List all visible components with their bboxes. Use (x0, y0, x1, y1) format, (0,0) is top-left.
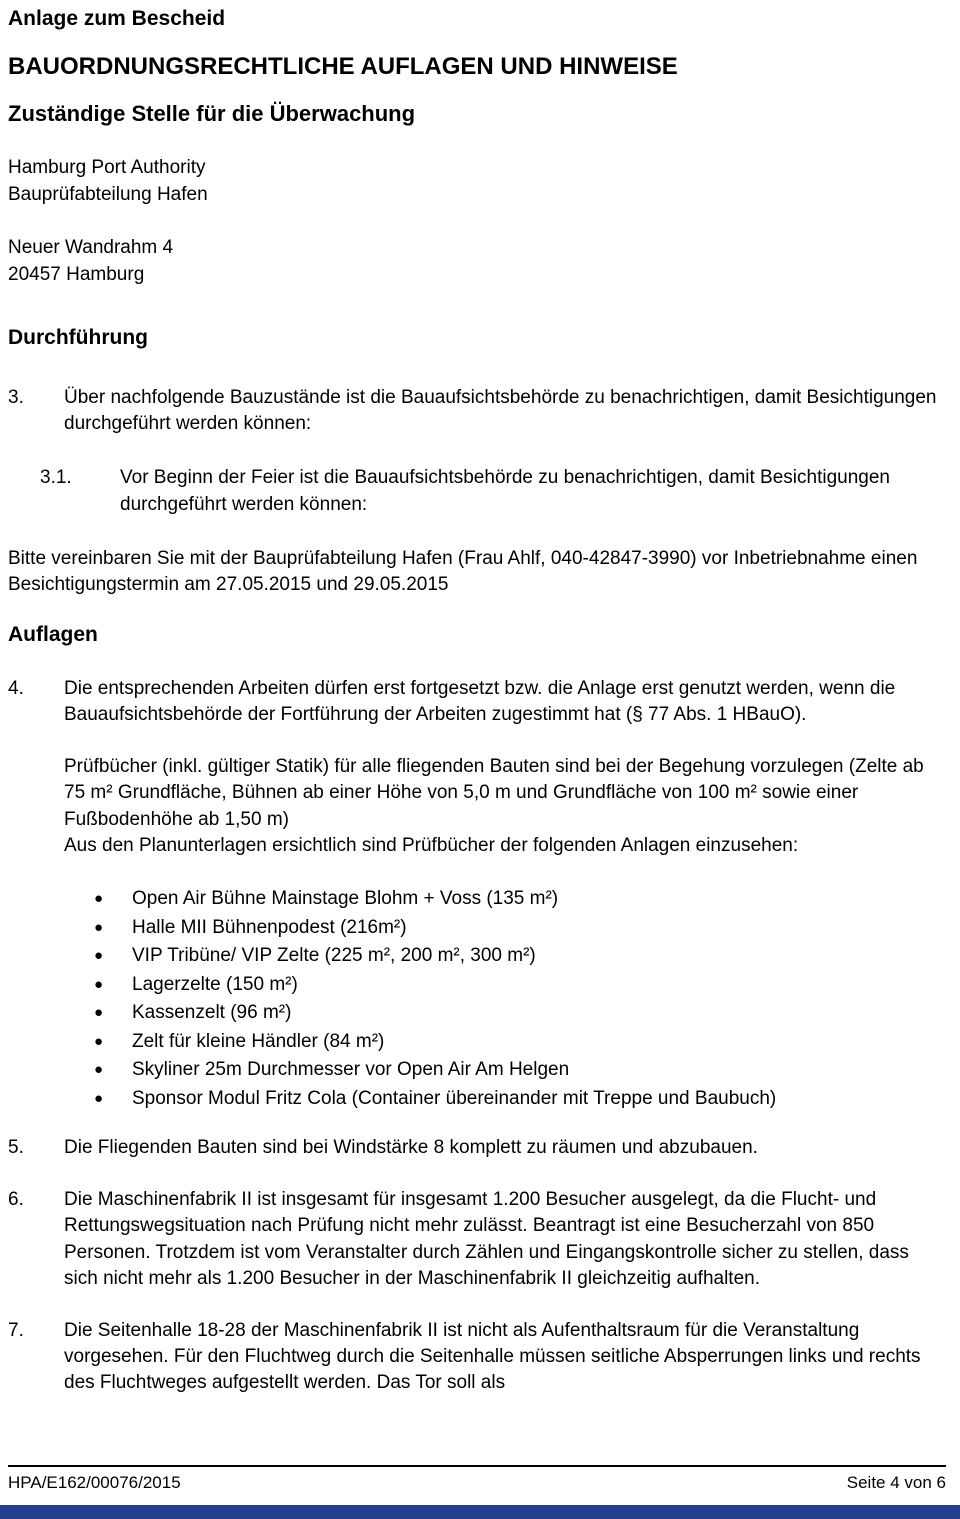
pruefbuecher-paragraph (64, 754, 940, 859)
list-item (64, 885, 940, 914)
item-number: 3. (8, 387, 24, 408)
pruefbuecher-text-2: Aus den Planunterlagen ersichtlich sind Prüfbücher der folgenden Anlagen einzusehen: (64, 834, 799, 856)
auflagen-heading: Auflagen (8, 622, 98, 646)
item-number: 5. (8, 1137, 24, 1159)
footer-row (0, 1467, 960, 1494)
item-number: 4. (8, 677, 24, 699)
bullet-icon: ● (94, 1061, 104, 1079)
bullet-icon: ● (94, 975, 104, 993)
bullet-icon: ● (94, 947, 104, 965)
list-item (64, 999, 940, 1028)
list-item-text: Kassenzelt (96 m²) (132, 1002, 292, 1024)
item-text: Die Seitenhalle 18-28 der Maschinenfabrik II ist nicht als Aufenthaltsraum für die Veranstaltung vorgesehen. Für den Fluchtweg durch die Seitenhalle müssen seitliche Absperrungen links und rechts des Fluchtweges aufgestellt werden. Das Tor soll als (64, 1320, 921, 1394)
page-footer (0, 1465, 960, 1519)
item-text: Die entsprechenden Arbeiten dürfen erst fortgesetzt bzw. die Anlage erst genutzt werden, wenn die Bauaufsichtsbehörde der Fortführung der Arbeiten zugestimmt hat (§ 77 Abs. 1 HBauO). (64, 677, 896, 726)
authority-name: Hamburg Port Authority (8, 157, 206, 178)
address-city: 20457 Hamburg (8, 264, 145, 285)
document-reference: HPA/E162/00076/2015 (8, 1473, 181, 1492)
item-number: 7. (8, 1320, 24, 1342)
item-text: Vor Beginn der Feier ist die Bauaufsichtsbehörde zu benachrichtigen, damit Besichtigungen durchgeführt werden können: (120, 467, 890, 515)
bullet-icon: ● (94, 918, 104, 936)
list-item-text: Lagerzelte (150 m²) (132, 973, 298, 995)
item-number: 3.1. (40, 467, 72, 489)
bullet-icon: ● (94, 890, 104, 908)
numbered-item-6 (8, 1187, 940, 1292)
list-item-text: Zelt für kleine Händler (84 m²) (132, 1030, 385, 1052)
numbered-item-4 (8, 676, 940, 728)
page-number: Seite 4 von 6 (846, 1473, 946, 1492)
bullet-icon: ● (94, 1032, 104, 1050)
list-item (64, 971, 940, 1000)
list-item (64, 1085, 940, 1114)
list-item (64, 1056, 940, 1085)
authority-block (8, 154, 940, 208)
numbered-item-5 (8, 1135, 940, 1161)
list-item-text: Skyliner 25m Durchmesser vor Open Air Am Helgen (132, 1059, 570, 1081)
item-text: Über nachfolgende Bauzustände ist die Bauaufsichtsbehörde zu benachrichtigen, damit Besichtigungen durchgeführt werden können: (64, 387, 937, 435)
authority-department: Bauprüfabteilung Hafen (8, 184, 208, 205)
bullet-icon: ● (94, 1004, 104, 1022)
numbered-item-3 (8, 385, 940, 437)
item-text: Die Fliegenden Bauten sind bei Windstärke 8 komplett zu räumen und abzubauen. (64, 1137, 758, 1159)
main-heading: BAUORDNUNGSRECHTLICHE AUFLAGEN UND HINWEISE (8, 53, 678, 80)
footer-color-bar (0, 1505, 960, 1519)
list-item (64, 1028, 940, 1057)
appointment-note: Bitte vereinbaren Sie mit der Bauprüfabteilung Hafen (Frau Ahlf, 040-42847-3990) vor Inbetriebnahme einen Besichtigungstermin am 27.05.2015 und 29.05.2015 (8, 547, 918, 596)
list-item-text: Halle MII Bühnenpodest (216m²) (132, 916, 407, 938)
address-street: Neuer Wandrahm 4 (8, 237, 174, 258)
list-item (64, 942, 940, 971)
list-item (64, 914, 940, 943)
list-item-text: VIP Tribüne/ VIP Zelte (225 m², 200 m², 300 m²) (132, 945, 536, 967)
list-item-text: Open Air Bühne Mainstage Blohm + Voss (135 m²) (132, 888, 559, 910)
supervision-heading: Zuständige Stelle für die Überwachung (8, 101, 416, 126)
numbered-item-7 (8, 1318, 940, 1397)
document-title: Anlage zum Bescheid (8, 7, 226, 30)
anlagen-bullet-list (64, 885, 940, 1113)
item-text: Die Maschinenfabrik II ist insgesamt für insgesamt 1.200 Besucher ausgelegt, da die Flucht- und Rettungswegsituation nach Prüfung nicht mehr zulässt. Beantragt ist eine Besucherzahl von 850 Personen. Trotzdem ist vom Veranstalter durch Zählen und Eingangskontrolle sicher zu stellen, dass sich nicht mehr als 1.200 Besucher in der Maschinenfabrik II gleichzeitig aufhalten. (64, 1189, 909, 1289)
durchfuehrung-heading: Durchführung (8, 326, 148, 349)
bullet-icon: ● (94, 1089, 104, 1107)
list-item-text: Sponsor Modul Fritz Cola (Container übereinander mit Treppe und Baubuch) (132, 1087, 777, 1109)
address-block (8, 234, 940, 288)
numbered-item-3-1 (8, 465, 940, 517)
pruefbuecher-text-1: Prüfbücher (inkl. gültiger Statik) für alle fliegenden Bauten sind bei der Begehung vorzulegen (Zelte ab 75 m² Grundfläche, Bühnen ab einer Höhe von 5,0 m und Grundfläche von 100 m² sowie einer Fußbodenhöhe ab 1,50 m) (64, 756, 924, 830)
item-number: 6. (8, 1189, 24, 1211)
